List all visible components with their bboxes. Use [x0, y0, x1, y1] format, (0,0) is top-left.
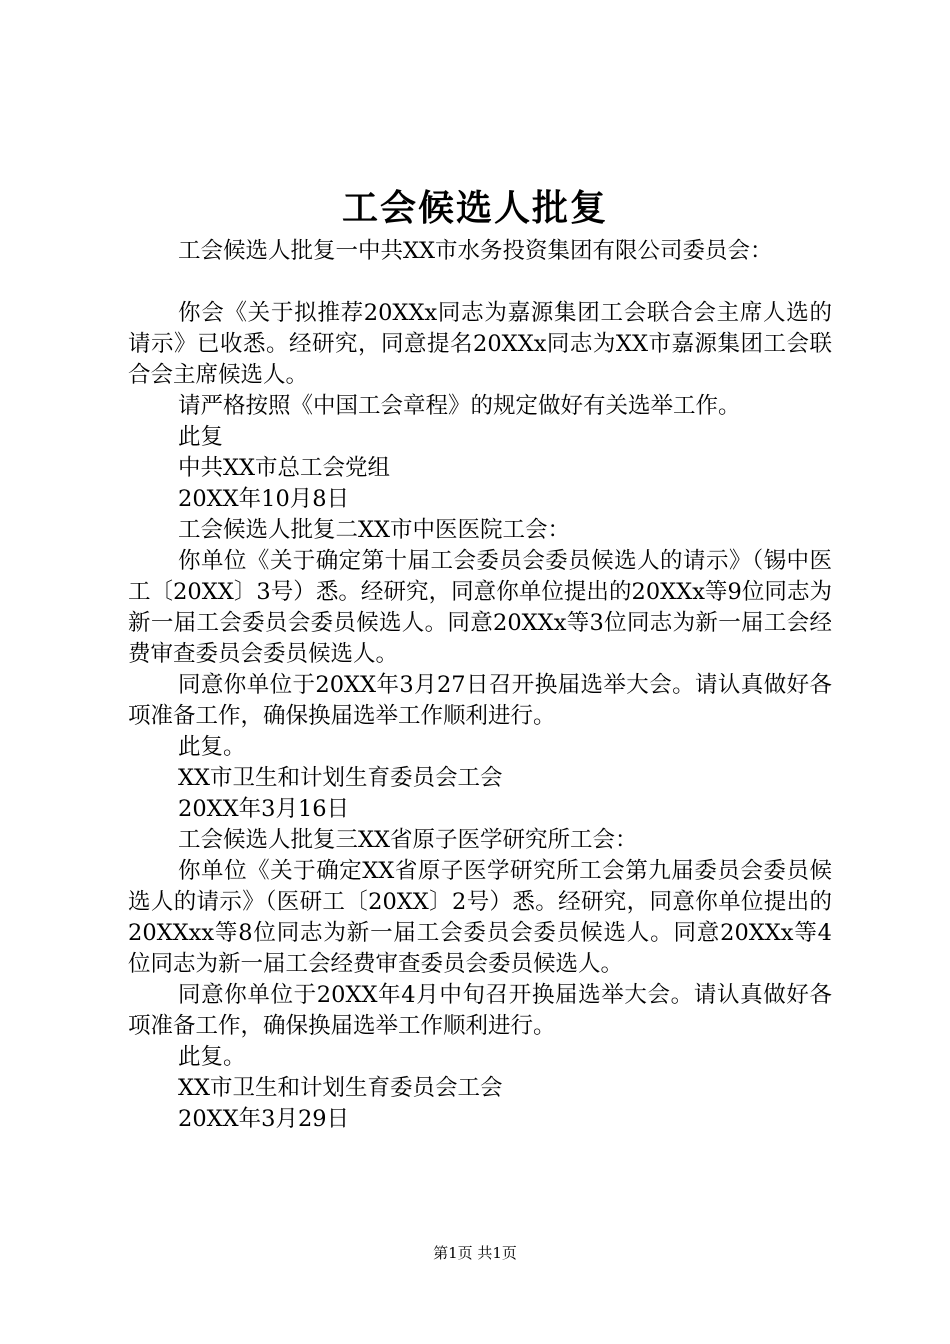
- paragraph: 此复。: [178, 1044, 246, 1070]
- document-body: [128, 236, 832, 1135]
- page-footer: 第1页 共1页: [433, 1244, 517, 1262]
- paragraph: 你会《关于拟推荐20XXx同志为嘉源集团工会联合会主席人选的请示》已收悉。经研究，同意提名20XXx同志为XX市嘉源集团工会联合会主席候选人。: [128, 300, 832, 388]
- paragraph: 你单位《关于确定XX省原子医学研究所工会第九届委员会委员候选人的请示》（医研工〔20XX〕2号）悉。经研究，同意你单位提出的20XXxx等8位同志为新一届工会委员会委员候选人。同意20XXx等4位同志为新一届工会经费审查委员会委员候选人。: [128, 858, 832, 977]
- document-title: 工会候选人批复: [341, 187, 608, 229]
- paragraph: 同意你单位于20XX年3月27日召开换届选举大会。请认真做好各项准备工作，确保换届选举工作顺利进行。: [128, 672, 832, 729]
- paragraph: 工会候选人批复三XX省原子医学研究所工会：: [178, 827, 638, 853]
- paragraph: 20XX年3月29日: [178, 1106, 350, 1132]
- paragraph: 请严格按照《中国工会章程》的规定做好有关选举工作。: [178, 393, 741, 419]
- paragraph: 工会候选人批复二XX市中医医院工会：: [178, 517, 571, 543]
- paragraph: 工会候选人批复一中共XX市水务投资集团有限公司委员会：: [178, 238, 773, 264]
- paragraph: 同意你单位于20XX年4月中旬召开换届选举大会。请认真做好各项准备工作，确保换届选举工作顺利进行。: [128, 982, 832, 1039]
- paragraph: XX市卫生和计划生育委员会工会: [178, 765, 503, 791]
- paragraph: 此复: [178, 424, 224, 450]
- paragraph: 你单位《关于确定第十届工会委员会委员候选人的请示》（锡中医工〔20XX〕3号）悉。经研究，同意你单位提出的20XXx等9位同志为新一届工会委员会委员候选人。同意20XXx等3位同志为新一届工会经费审查委员会委员候选人。: [128, 548, 832, 667]
- paragraph: 20XX年3月16日: [178, 796, 350, 822]
- paragraph: 20XX年10月8日: [178, 486, 350, 512]
- paragraph: 此复。: [178, 734, 246, 760]
- paragraph: 中共XX市总工会党组: [178, 455, 391, 481]
- paragraph: XX市卫生和计划生育委员会工会: [178, 1075, 503, 1101]
